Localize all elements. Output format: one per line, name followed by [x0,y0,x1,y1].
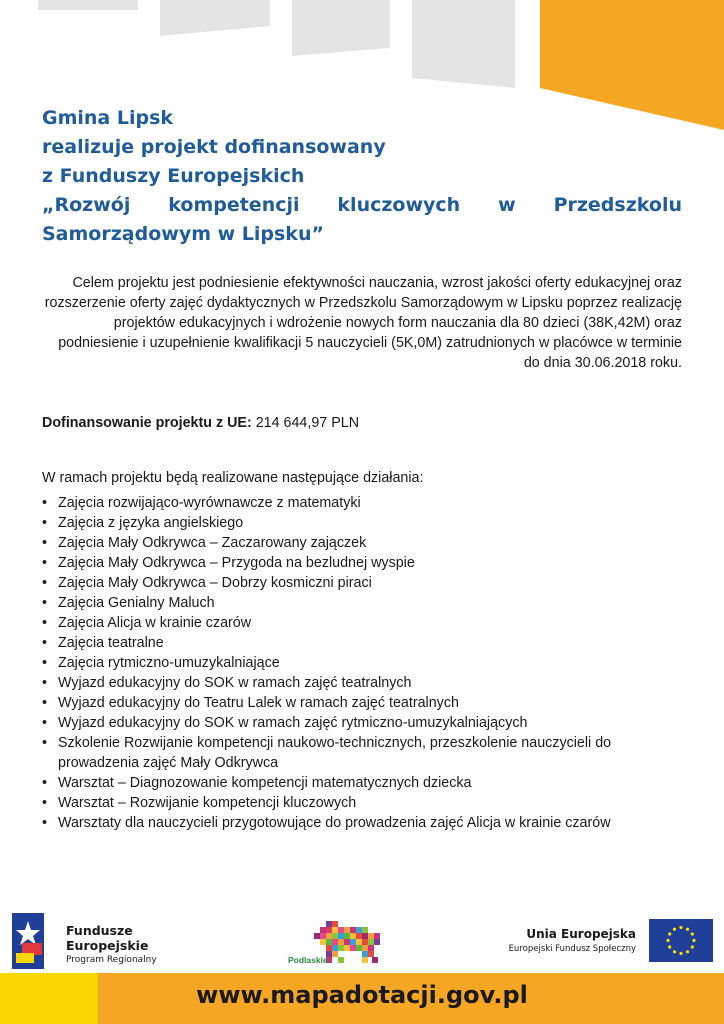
logos-row [0,905,724,975]
ue-line-2: Europejski Fundusz Społeczny [508,944,636,954]
list-item-label: Zajęcia Genialny Maluch [58,595,215,611]
list-item-label: Zajęcia Mały Odkrywca – Dobrzy kosmiczni piraci [58,575,372,591]
bullet-icon: • [42,695,48,711]
footer-url[interactable]: www.mapadotacji.gov.pl [196,981,528,1009]
list-item [42,813,692,833]
ue-text [470,927,636,956]
fe-line-3: Program Regionalny [66,955,157,965]
list-item [42,673,692,693]
title-line-4: „Rozwój kompetencji kluczowych w Przedszkolu [42,194,682,216]
podlaskie-label: Podlaskie [288,955,328,965]
page-title [42,104,682,249]
list-item [42,533,692,553]
bullet-icon: • [42,735,48,751]
list-item [42,493,692,513]
bullet-icon: • [42,575,48,591]
actions-list [42,493,692,833]
fe-line-2: Europejskie [66,938,149,953]
list-item [42,653,692,673]
list-item-label: Zajęcia teatralne [58,635,164,651]
bullet-icon: • [42,655,48,671]
bullet-icon: • [42,515,48,531]
list-item-label: Wyjazd edukacyjny do Teatru Lalek w ramach zajęć teatralnych [58,695,459,711]
list-item-label: Warsztat – Diagnozowanie kompetencji matematycznych dziecka [58,775,472,791]
list-item [42,613,692,633]
fundusze-europejskie-logo [12,913,182,969]
bullet-icon: • [42,715,48,731]
funding-info [42,413,682,433]
fe-line-1: Fundusze [66,923,133,938]
list-item-label: Wyjazd edukacyjny do SOK w ramach zajęć rytmiczno-umuzykalniających [58,715,528,731]
title-line-3: z Funduszy Europejskich [42,165,305,187]
bullet-icon: • [42,555,48,571]
list-item-label: Zajęcia Alicja w krainie czarów [58,615,252,631]
eu-flag-icon [649,919,713,962]
list-item [42,693,692,713]
fundusze-europejskie-text [66,923,157,967]
bullet-icon: • [42,495,48,511]
bullet-icon: • [42,595,48,611]
funding-value: 214 644,97 PLN [255,415,360,431]
footer-bar [0,973,724,1024]
list-item-label: Zajęcia rozwijająco-wyrównawcze z matematyki [58,495,361,511]
list-item-label: Szkolenie Rozwijanie kompetencji naukowo-technicznych, przeszkolenie nauczycieli do prowadzenia zajęć Mały Odkrywca [58,735,612,771]
list-item-label: Zajęcia rytmiczno-umuzykalniające [58,655,280,671]
actions-heading: W ramach projektu będą realizowane następujące działania: [42,470,424,486]
list-item [42,733,692,773]
list-item-label: Zajęcia Mały Odkrywca – Przygoda na bezludnej wyspie [58,555,415,571]
bullet-icon: • [42,675,48,691]
list-item [42,773,692,793]
funding-label: Dofinansowanie projektu z UE: [42,415,252,431]
bullet-icon: • [42,535,48,551]
list-item-label: Warsztaty dla nauczycieli przygotowujące do prowadzenia zajęć Alicja w krainie czarów [58,815,611,831]
list-item-label: Warsztat – Rozwijanie kompetencji kluczowych [58,795,357,811]
list-item [42,713,692,733]
bullet-icon: • [42,815,48,831]
list-item-label: Zajęcia Mały Odkrywca – Zaczarowany zajączek [58,535,367,551]
title-line-1: Gmina Lipsk [42,107,174,129]
bullet-icon: • [42,775,48,791]
bullet-icon: • [42,615,48,631]
title-line-5: Samorządowym w Lipsku” [42,223,324,245]
project-description: Celem projektu jest podniesienie efektywności nauczania, wzrost jakości oferty edukacyjnej oraz rozszerzenie oferty zajęć dydaktycznych w Przedszkolu Samorządowym w Lipsku poprzez realizację projektów edukacyjnych i wdrożenie nowych form nauczania dla 80 dzieci (38K,42M) oraz podniesienie i uzupełnienie kwalifikacji 5 nauczycieli (5K,0M) zatrudnionych w placówce w terminie do dnia 30.06.2018 roku. [44,275,682,371]
fundusze-europejskie-star-icon [12,913,52,969]
list-item [42,573,692,593]
list-item-label: Wyjazd edukacyjny do SOK w ramach zajęć teatralnych [58,675,412,691]
list-item [42,593,692,613]
title-line-2: realizuje projekt dofinansowany [42,136,386,158]
bullet-icon: • [42,795,48,811]
list-item-label: Zajęcia z języka angielskiego [58,515,244,531]
ue-line-1: Unia Europejska [526,927,636,941]
list-item [42,553,692,573]
list-item [42,513,692,533]
list-item [42,633,692,653]
bullet-icon: • [42,635,48,651]
list-item [42,793,692,813]
